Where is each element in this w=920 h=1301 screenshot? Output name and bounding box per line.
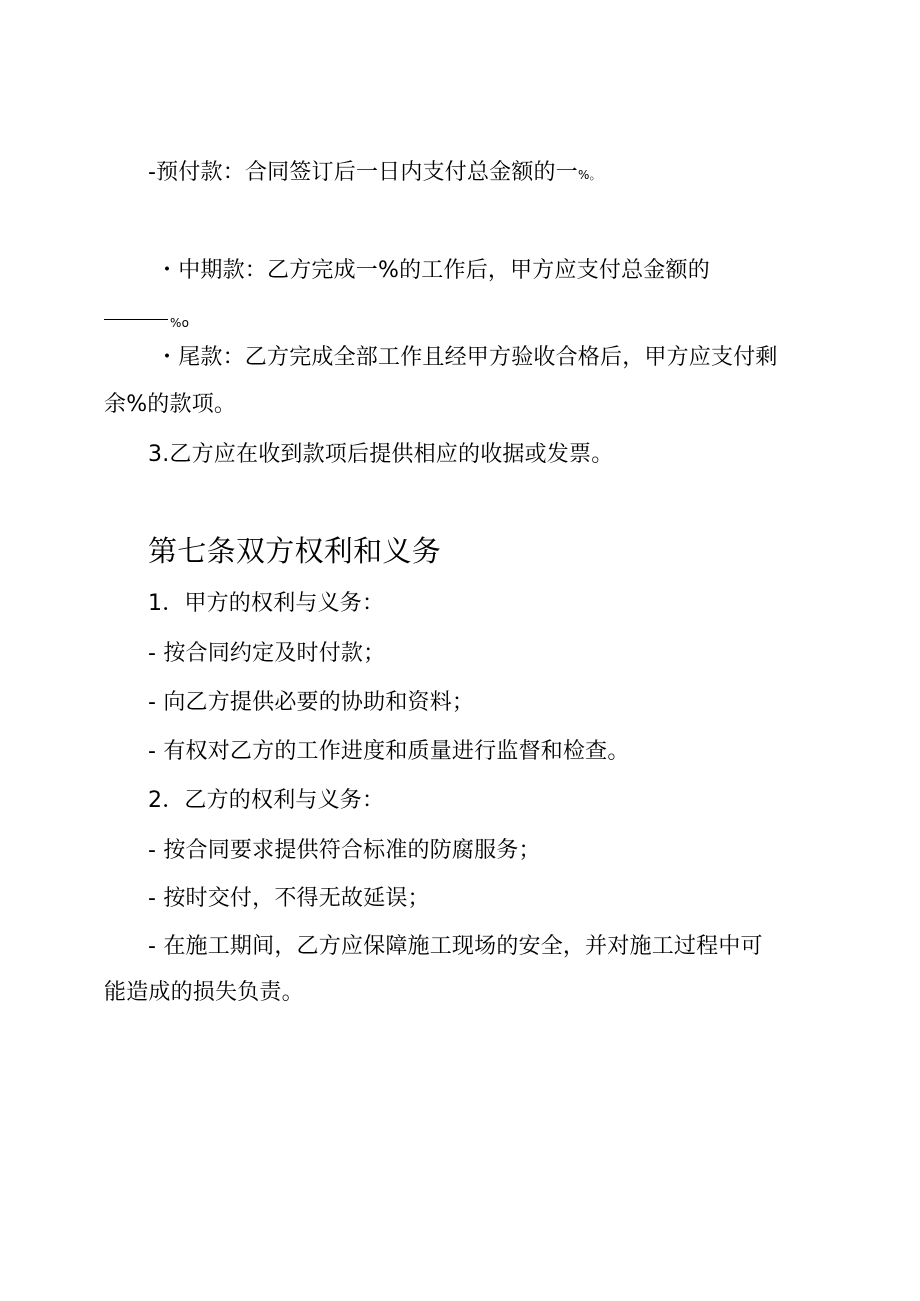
party-a-item [148, 689, 474, 717]
party-b-item [148, 885, 430, 913]
party-a-item [148, 640, 385, 668]
final-payment-text: ・尾款：乙方完成全部工作且经甲方验收合格后，甲方应支付剩 [156, 345, 778, 370]
party-a-title-text: 1．甲方的权利与义务： [148, 591, 385, 616]
party-b-item-continuation [104, 979, 304, 1007]
receipt-clause [148, 441, 613, 469]
advance-payment-line [148, 159, 602, 189]
final-payment-continuation-text: 余%的款项。 [104, 392, 237, 417]
party-b-item-text: - 在施工期间，乙方应保障施工现场的安全，并对施工过程中可 [148, 934, 763, 959]
final-payment-continuation [104, 391, 236, 419]
midterm-payment-line [156, 257, 710, 285]
party-a-item [148, 738, 630, 766]
party-b-item-continuation-text: 能造成的损失负责。 [104, 980, 304, 1005]
party-a-item-text: - 向乙方提供必要的协助和资料； [148, 690, 475, 715]
party-b-item-text: - 按合同要求提供符合标准的防腐服务； [148, 838, 541, 863]
party-b-title [148, 787, 384, 815]
party-a-item-text: - 按合同约定及时付款； [148, 641, 386, 666]
party-b-item [148, 837, 541, 865]
advance-payment-text: -预付款：合同签订后一日内支付总金额的一 [148, 160, 578, 185]
party-b-item [148, 933, 763, 961]
final-payment-line [156, 344, 778, 372]
party-a-title [148, 590, 384, 618]
midterm-payment-text: ・中期款：乙方完成一%的工作后，甲方应支付总金额的 [156, 258, 710, 283]
party-a-item-text: - 有权对乙方的工作进度和质量进行监督和检查。 [148, 739, 630, 764]
receipt-clause-text: 3.乙方应在收到款项后提供相应的收据或发票。 [148, 442, 614, 467]
advance-payment-percent-mark: %。 [577, 168, 602, 182]
midterm-payment-continuation [104, 307, 189, 337]
midterm-percent-blank [104, 319, 168, 320]
party-b-title-text: 2．乙方的权利与义务： [148, 788, 385, 813]
party-b-item-text: - 按时交付，不得无故延误； [148, 886, 430, 911]
article-7-heading: 第七条双方权利和义务 [148, 534, 442, 568]
midterm-percent-mark: %o [170, 316, 190, 330]
